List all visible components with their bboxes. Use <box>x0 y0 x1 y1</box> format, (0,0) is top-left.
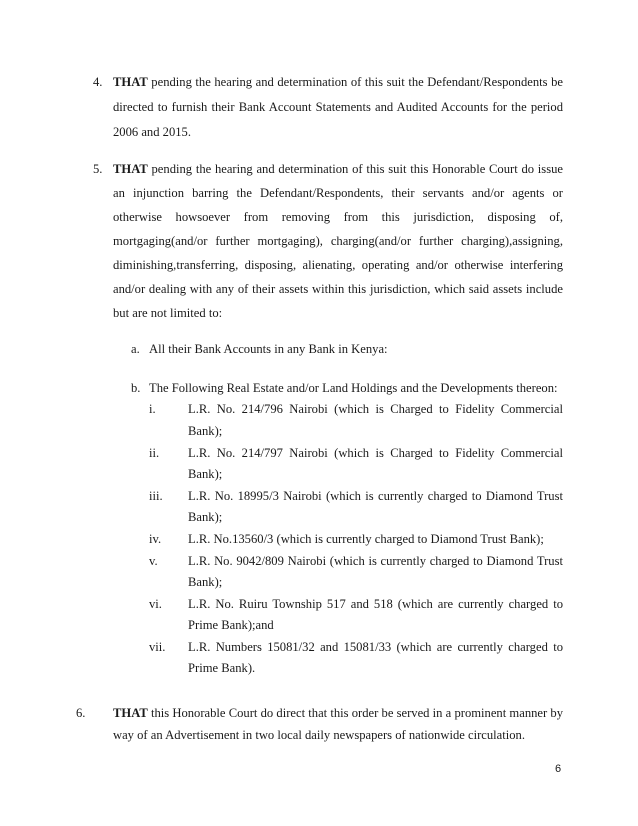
item-line: and/or dealing with any of their assets within this jurisdiction, which said assets include <box>113 282 563 296</box>
item-keyword: THAT <box>113 162 148 176</box>
sub-item-letter: b. <box>131 381 141 395</box>
item-number: 6. <box>76 706 86 720</box>
property-numeral: i. <box>149 402 156 416</box>
item-line: directed to furnish their Bank Account Statements and Audited Accounts for the period <box>113 100 563 114</box>
item-line: but are not limited to: <box>113 306 223 320</box>
property-line: Prime Bank);and <box>188 618 274 632</box>
property-line: Bank); <box>188 575 223 589</box>
property-line: Bank); <box>188 510 223 524</box>
property-numeral: vii. <box>149 640 166 654</box>
property-numeral: v. <box>149 554 158 568</box>
property-numeral: iv. <box>149 532 162 546</box>
item-line: mortgaging(and/or further mortgaging), charging(and/or further charging),assigning, <box>113 234 563 248</box>
property-numeral: vi. <box>149 597 162 611</box>
item-keyword: THAT <box>113 75 148 89</box>
property-line: L.R. No. 9042/809 Nairobi (which is currently charged to Diamond Trust <box>188 554 563 568</box>
item-line: 2006 and 2015. <box>113 125 192 139</box>
item-line: THAT this Honorable Court do direct that this order be served in a prominent manner by <box>113 706 563 720</box>
item-line: THAT pending the hearing and determination of this suit the Defendant/Respondents be <box>113 75 563 89</box>
property-line: Bank); <box>188 424 223 438</box>
page-number: 6 <box>555 763 562 775</box>
item-line: way of an Advertisement in two local daily newspapers of nationwide circulation. <box>113 728 525 742</box>
sub-item-text: The Following Real Estate and/or Land Holdings and the Developments thereon: <box>149 381 558 395</box>
property-line: L.R. Numbers 15081/32 and 15081/33 (which are currently charged to <box>188 640 563 654</box>
property-line: L.R. No. 214/796 Nairobi (which is Charged to Fidelity Commercial <box>188 402 563 416</box>
property-numeral: iii. <box>149 489 163 503</box>
property-line: L.R. No. 214/797 Nairobi (which is Charged to Fidelity Commercial <box>188 446 563 460</box>
property-line: L.R. No. 18995/3 Nairobi (which is currently charged to Diamond Trust <box>188 489 563 503</box>
item-keyword: THAT <box>113 706 148 720</box>
property-numeral: ii. <box>149 446 160 460</box>
item-number: 4. <box>93 75 103 89</box>
item-number: 5. <box>93 162 103 176</box>
property-line: L.R. No. Ruiru Township 517 and 518 (which are currently charged to <box>188 597 563 611</box>
property-line: Bank); <box>188 467 223 481</box>
sub-item-letter: a. <box>131 342 140 356</box>
sub-item-text: All their Bank Accounts in any Bank in Kenya: <box>149 342 388 356</box>
property-line: L.R. No.13560/3 (which is currently charged to Diamond Trust Bank); <box>188 532 544 546</box>
item-line: an injunction barring the Defendant/Respondents, their servants and/or agents or <box>113 186 563 200</box>
property-line: Prime Bank). <box>188 661 256 675</box>
item-line: THAT pending the hearing and determination of this suit this Honorable Court do issue <box>113 162 563 176</box>
item-line: otherwise howsoever from removing from this jurisdiction, disposing of, <box>113 210 563 224</box>
item-line: diminishing,transferring, disposing, alienating, operating and/or otherwise interfering <box>113 258 563 272</box>
